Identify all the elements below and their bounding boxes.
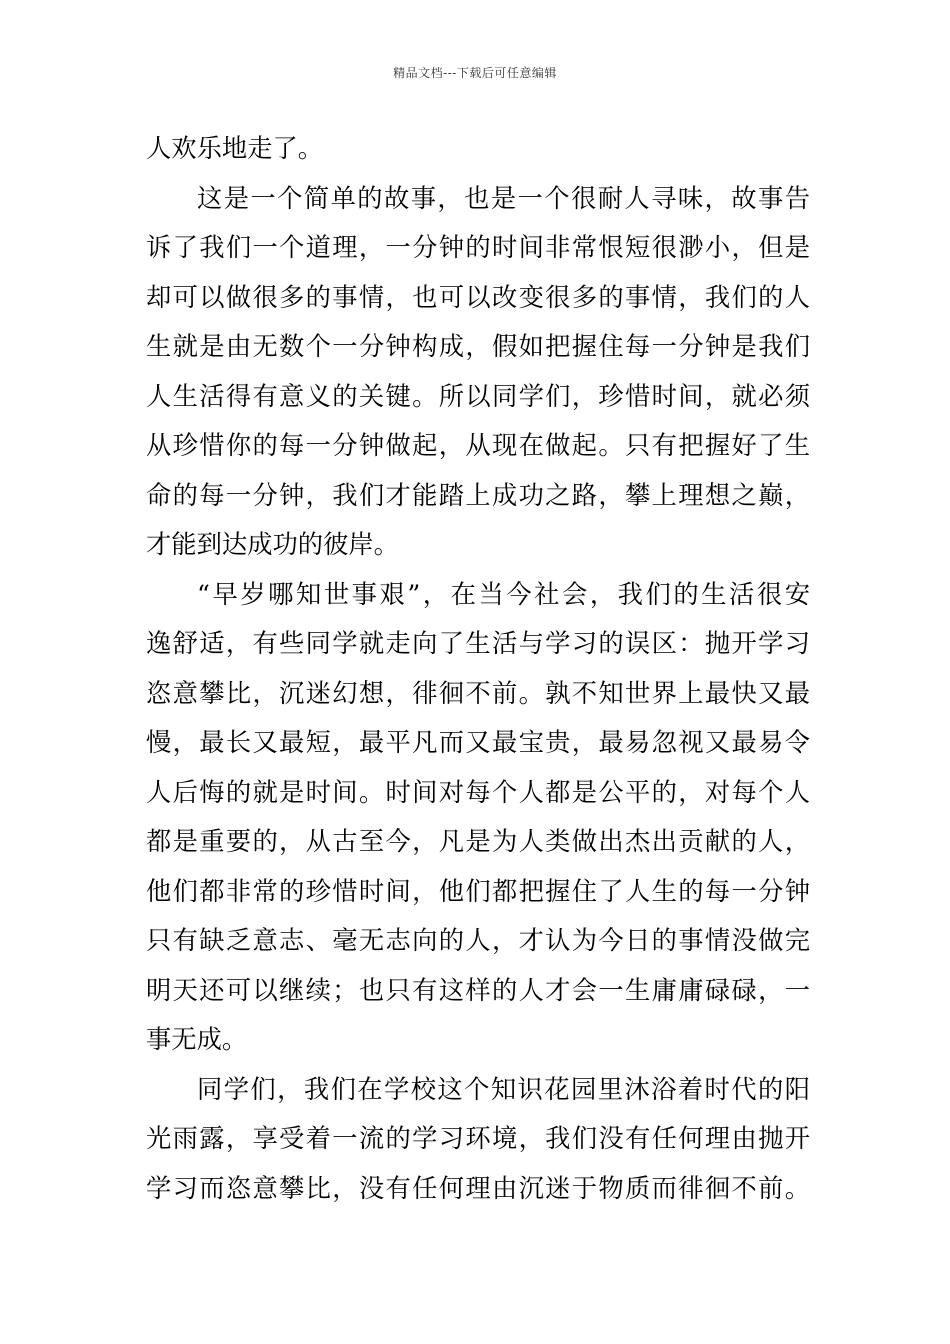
text-line: 都是重要的，从古至今，凡是为人类做出杰出贡献的人， <box>146 827 810 856</box>
paragraph <box>146 1068 810 1217</box>
text-line: 从珍惜你的每一分钟做起，从现在做起。只有把握好了生 <box>146 431 810 460</box>
text-line: 却可以做很多的事情，也可以改变很多的事情，我们的人 <box>146 282 810 312</box>
text-line: 生就是由无数个一分钟构成，假如把握住每一分钟是我们 <box>146 332 810 361</box>
text-line: 诉了我们一个道理，一分钟的时间非常恨短很渺小，但是 <box>146 233 810 262</box>
text-line: 他们都非常的珍惜时间，他们都把握住了人生的每一分钟 <box>146 876 810 906</box>
text-line: 学习而恣意攀比，没有任何理由沉迷于物质而徘徊不前。 <box>146 1173 810 1203</box>
page-header: 精品文档---下载后可任意编辑 <box>393 66 557 80</box>
text-line: 这是一个简单的故事，也是一个很耐人寻味，故事告 <box>197 183 810 213</box>
text-line: 才能到达成功的彼岸。 <box>146 530 399 559</box>
text-line: 光雨露，享受着一流的学习环境，我们没有任何理由抛开 <box>146 1124 810 1153</box>
paragraph <box>146 573 810 1068</box>
text-line: 慢，最长又最短，最平凡而又最宝贵，最易忽视又最易令 <box>146 728 810 757</box>
text-line: 只有缺乏意志、毫无志向的人，才认为今日的事情没做完 <box>146 926 810 955</box>
text-line: “早岁哪知世事艰”，在当今社会，我们的生活很安 <box>197 579 810 609</box>
text-line: 逸舒适，有些同学就走向了生活与学习的误区：抛开学习 <box>146 629 810 658</box>
text-line: 人后悔的就是时间。时间对每个人都是公平的，对每个人 <box>146 777 810 807</box>
text-line: 同学们，我们在学校这个知识花园里沐浴着时代的阳 <box>197 1074 810 1104</box>
document-body <box>146 127 810 1216</box>
text-line: 明天还可以继续；也只有这样的人才会一生庸庸碌碌，一 <box>146 975 810 1005</box>
text-line: 人欢乐地走了。 <box>146 134 324 163</box>
text-line: 人生活得有意义的关键。所以同学们，珍惜时间，就必须 <box>146 381 810 411</box>
text-line: 恣意攀比，沉迷幻想，徘徊不前。孰不知世界上最快又最 <box>146 678 810 708</box>
paragraph <box>146 127 810 177</box>
text-line: 事无成。 <box>146 1025 248 1054</box>
paragraph <box>146 177 810 573</box>
text-line: 命的每一分钟，我们才能踏上成功之路，攀上理想之巅， <box>146 480 810 510</box>
